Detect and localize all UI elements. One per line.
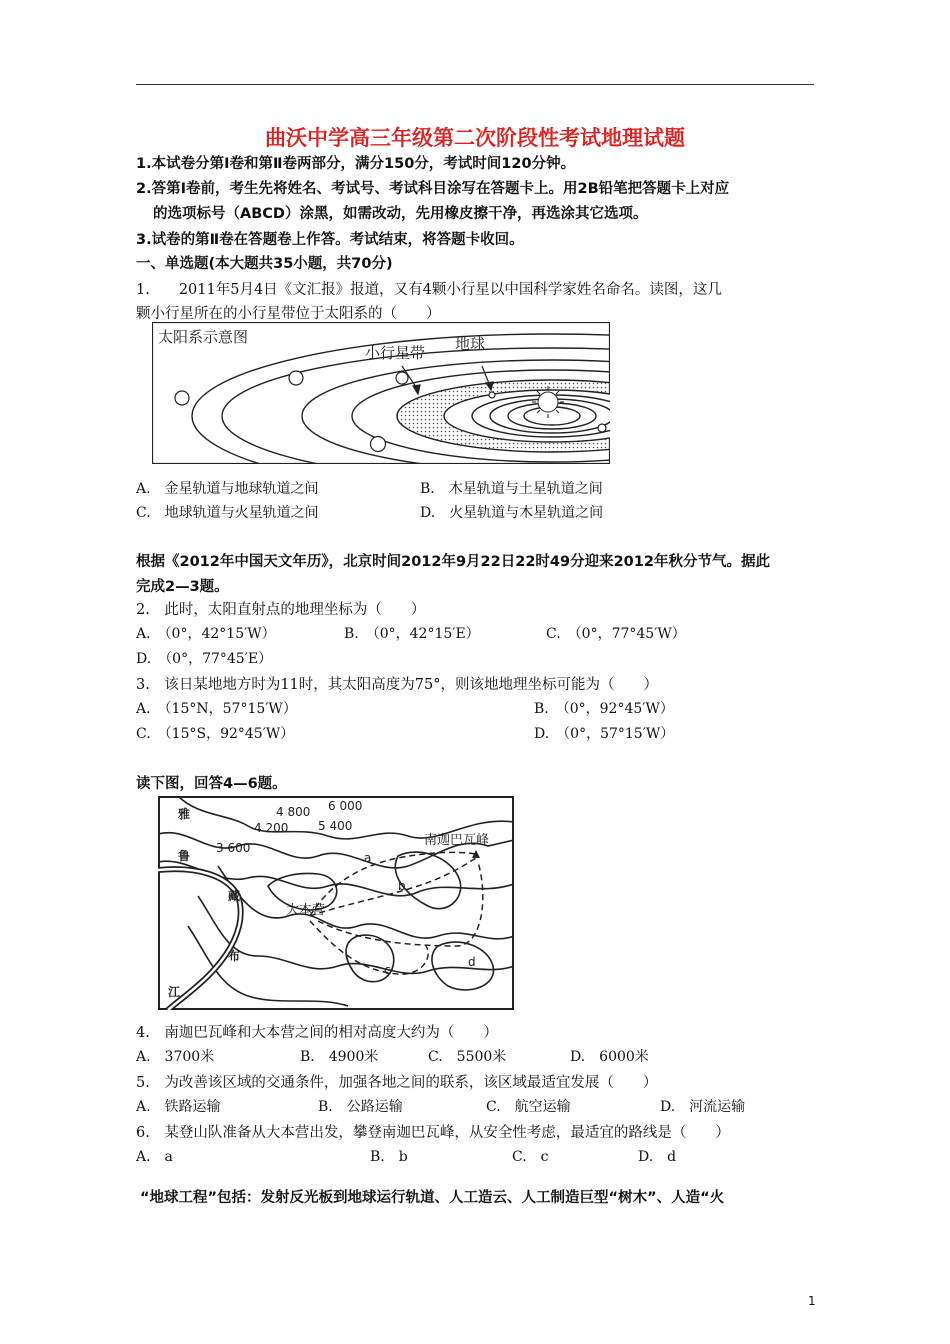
figure-title: 太阳系示意图 — [158, 328, 249, 346]
header-rule — [136, 84, 814, 85]
river-char-5: 江 — [168, 985, 181, 999]
route-label-b: b — [398, 879, 406, 893]
q6-option-a: A. a — [136, 1149, 173, 1165]
q2-option-d: D. （0°，77°45′E） — [136, 651, 273, 667]
route-label-a: a — [364, 851, 372, 865]
note-1: 1.本试卷分第Ⅰ卷和第Ⅱ卷两部分，满分150分，考试时间120分钟。 — [136, 156, 576, 172]
q6-option-c: C. c — [512, 1149, 549, 1165]
q6-option-d: D. d — [638, 1149, 677, 1165]
contour-label-3600: 3 600 — [216, 841, 251, 855]
river-char-1: 雅 — [178, 807, 191, 821]
q1-option-c: C. 地球轨道与火星轨道之间 — [136, 505, 319, 521]
stem-2-3-cont: 完成2—3题。 — [136, 579, 229, 595]
contour-label-4800: 4 800 — [276, 805, 311, 819]
q2-stem: 2. 此时，太阳直射点的地理坐标为（ ） — [136, 602, 426, 618]
label-base-camp: 大本营 — [286, 903, 326, 918]
q1-option-b: B. 木星轨道与土星轨道之间 — [420, 481, 603, 497]
q5-option-a: A. 铁路运输 — [136, 1099, 221, 1115]
q4-stem: 4. 南迦巴瓦峰和大本营之间的相对高度大约为（ ） — [136, 1025, 498, 1041]
q4-option-b: B. 4900米 — [300, 1049, 379, 1065]
solar-system-figure — [152, 322, 610, 464]
q2-option-c: C. （0°，77°45′W） — [546, 626, 686, 642]
q6-stem: 6. 某登山队准备从大本营出发，攀登南迦巴瓦峰，从安全性考虑，最适宜的路线是（ ） — [136, 1125, 730, 1141]
river-char-4: 布 — [228, 949, 241, 963]
page-title: 曲沃中学高三年级第二次阶段性考试地理试题 — [265, 126, 685, 150]
q2-option-b: B. （0°，42°15′E） — [344, 626, 480, 642]
page-number: 1 — [808, 1294, 816, 1308]
q5-option-b: B. 公路运输 — [318, 1099, 403, 1115]
label-peak: 南迦巴瓦峰 — [424, 833, 490, 848]
q5-option-d: D. 河流运输 — [660, 1099, 746, 1115]
q5-stem: 5. 为改善该区域的交通条件，加强各地之间的联系，该区域最适宜发展（ ） — [136, 1075, 658, 1091]
q1-stem: 1. 2011年5月4日《文汇报》报道，又有4颗小行星以中国科学家姓名命名。读图，这几 — [136, 282, 722, 298]
section-heading: 一、单选题(本大题共35小题，共70分) — [136, 256, 393, 272]
stem-2-3: 根据《2012年中国天文年历》，北京时间2012年9月22日22时49分迎来2012年秋分节气。据此 — [136, 554, 770, 570]
label-earth: 地球 — [455, 335, 486, 353]
note-3: 3.试卷的第Ⅱ卷在答题卷上作答。考试结束，将答题卡收回。 — [136, 232, 524, 248]
q2-option-a: A. （0°，42°15′W） — [136, 626, 276, 642]
contour-label-4200: 4 200 — [254, 821, 289, 835]
q3-option-d: D. （0°，57°15′W） — [534, 726, 675, 742]
stem-4-6: 读下图，回答4—6题。 — [136, 776, 287, 792]
q5-option-c: C. 航空运输 — [486, 1099, 571, 1115]
contour-label-6000: 6 000 — [328, 799, 363, 813]
note-2: 2.答第Ⅰ卷前，考生先将姓名、考试号、考试科目涂写在答题卡上。用2B铅笔把答题卡上对应 — [136, 181, 730, 197]
label-asteroid-belt: 小行星带 — [365, 344, 426, 362]
q4-option-c: C. 5500米 — [428, 1049, 507, 1065]
final-passage-line: “地球工程”包括：发射反光板到地球运行轨道、人工造云、人工制造巨型“树木”、人造“火 — [140, 1190, 725, 1206]
q3-stem: 3. 该日某地地方时为11时，其太阳高度为75°，则该地地理坐标可能为（ ） — [136, 677, 658, 693]
river-char-3: 藏 — [228, 889, 241, 903]
q4-option-a: A. 3700米 — [136, 1049, 215, 1065]
q3-option-c: C. （15°S，92°45′W） — [136, 726, 295, 742]
contour-map-figure — [158, 796, 514, 1010]
route-label-d: d — [468, 955, 476, 969]
note-2-cont: 的选项标号（ABCD）涂黑，如需改动，先用橡皮擦干净，再选涂其它选项。 — [153, 206, 648, 222]
q1-option-a: A. 金星轨道与地球轨道之间 — [136, 481, 319, 497]
q6-option-b: B. b — [370, 1149, 408, 1165]
q4-option-d: D. 6000米 — [570, 1049, 649, 1065]
contour-label-5400: 5 400 — [318, 819, 353, 833]
river-char-2: 鲁 — [178, 849, 191, 863]
route-label-c: c — [384, 963, 391, 977]
q1-stem-cont: 颗小行星所在的小行星带位于太阳系的（ ） — [136, 306, 441, 322]
q3-option-a: A. （15°N，57°15′W） — [136, 701, 297, 717]
q1-option-d: D. 火星轨道与木星轨道之间 — [420, 505, 604, 521]
q3-option-b: B. （0°，92°45′W） — [534, 701, 674, 717]
